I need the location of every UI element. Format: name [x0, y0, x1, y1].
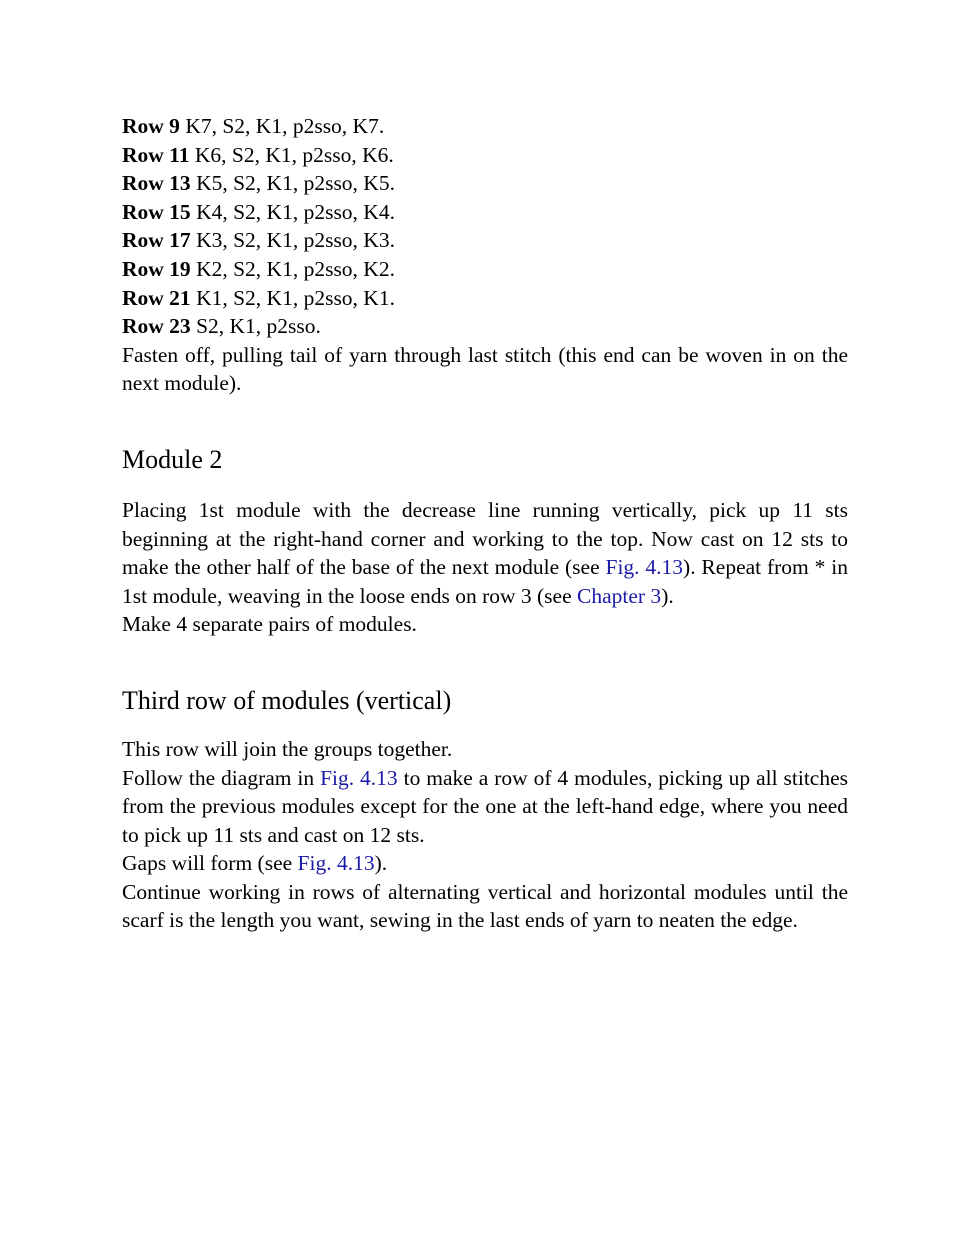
third-row-intro: This row will join the groups together. — [122, 736, 453, 761]
module-2-heading: Module 2 — [122, 444, 223, 474]
document-page — [122, 112, 848, 935]
fig-4-13-link[interactable]: Fig. 4.13 — [297, 851, 375, 876]
row-instruction: Row 23 S2, K1, p2sso. — [122, 314, 321, 339]
row-label: Row 9 — [122, 114, 180, 138]
row-instruction: Row 13 K5, S2, K1, p2sso, K5. — [122, 171, 395, 196]
row-instruction: Row 21 K1, S2, K1, p2sso, K1. — [122, 285, 395, 310]
row-instruction: Row 15 K4, S2, K1, p2sso, K4. — [122, 199, 395, 224]
third-row-follow-paragraph: Follow the diagram in Fig. 4.13 to make a row of 4 modules, picking up all stitches from the previous modules except for the one at the left-hand edge, where you need to pick up 11 sts and cast on 12 sts. — [122, 765, 848, 847]
chapter-3-link[interactable]: Chapter 3 — [577, 583, 662, 608]
row-instruction: Row 19 K2, S2, K1, p2sso, K2. — [122, 256, 395, 281]
row-instruction: Row 11 K6, S2, K1, p2sso, K6. — [122, 142, 394, 167]
row-label: Row 19 — [122, 256, 191, 281]
module-2-pairs-text: Make 4 separate pairs of modules. — [122, 612, 417, 637]
gaps-paragraph: Gaps will form (see Fig. 4.13). — [122, 851, 388, 876]
row-label: Row 21 — [122, 285, 191, 310]
fig-4-13-link[interactable]: Fig. 4.13 — [320, 765, 398, 790]
fasten-off-paragraph: Fasten off, pulling tail of yarn through last stitch (this end can be woven in on the next module). — [122, 342, 848, 396]
row-label: Row 13 — [122, 171, 191, 196]
row-instruction: Row 17 K3, S2, K1, p2sso, K3. — [122, 228, 395, 253]
third-row-heading: Third row of modules (vertical) — [122, 685, 452, 715]
fig-4-13-link[interactable]: Fig. 4.13 — [605, 555, 684, 580]
row-instruction: Row 9 K7, S2, K1, p2sso, K7. — [122, 114, 385, 138]
module-2-paragraph: Placing 1st module with the decrease line running vertically, pick up 11 sts beginning at the right-hand corner and working to the top. Now cast on 12 sts to make the other half of the base of the next module (see Fig. 4.13). Repeat from * in 1st module, weaving in the loose ends on row 3 (see Chapter 3). — [122, 497, 848, 608]
row-label: Row 11 — [122, 142, 190, 167]
row-label: Row 15 — [122, 199, 191, 224]
continue-paragraph: Continue working in rows of alternating vertical and horizontal modules until the scarf is the length you want, sewing in the last ends of yarn to neaten the edge. — [122, 879, 848, 933]
row-label: Row 17 — [122, 228, 191, 253]
row-label: Row 23 — [122, 314, 191, 339]
